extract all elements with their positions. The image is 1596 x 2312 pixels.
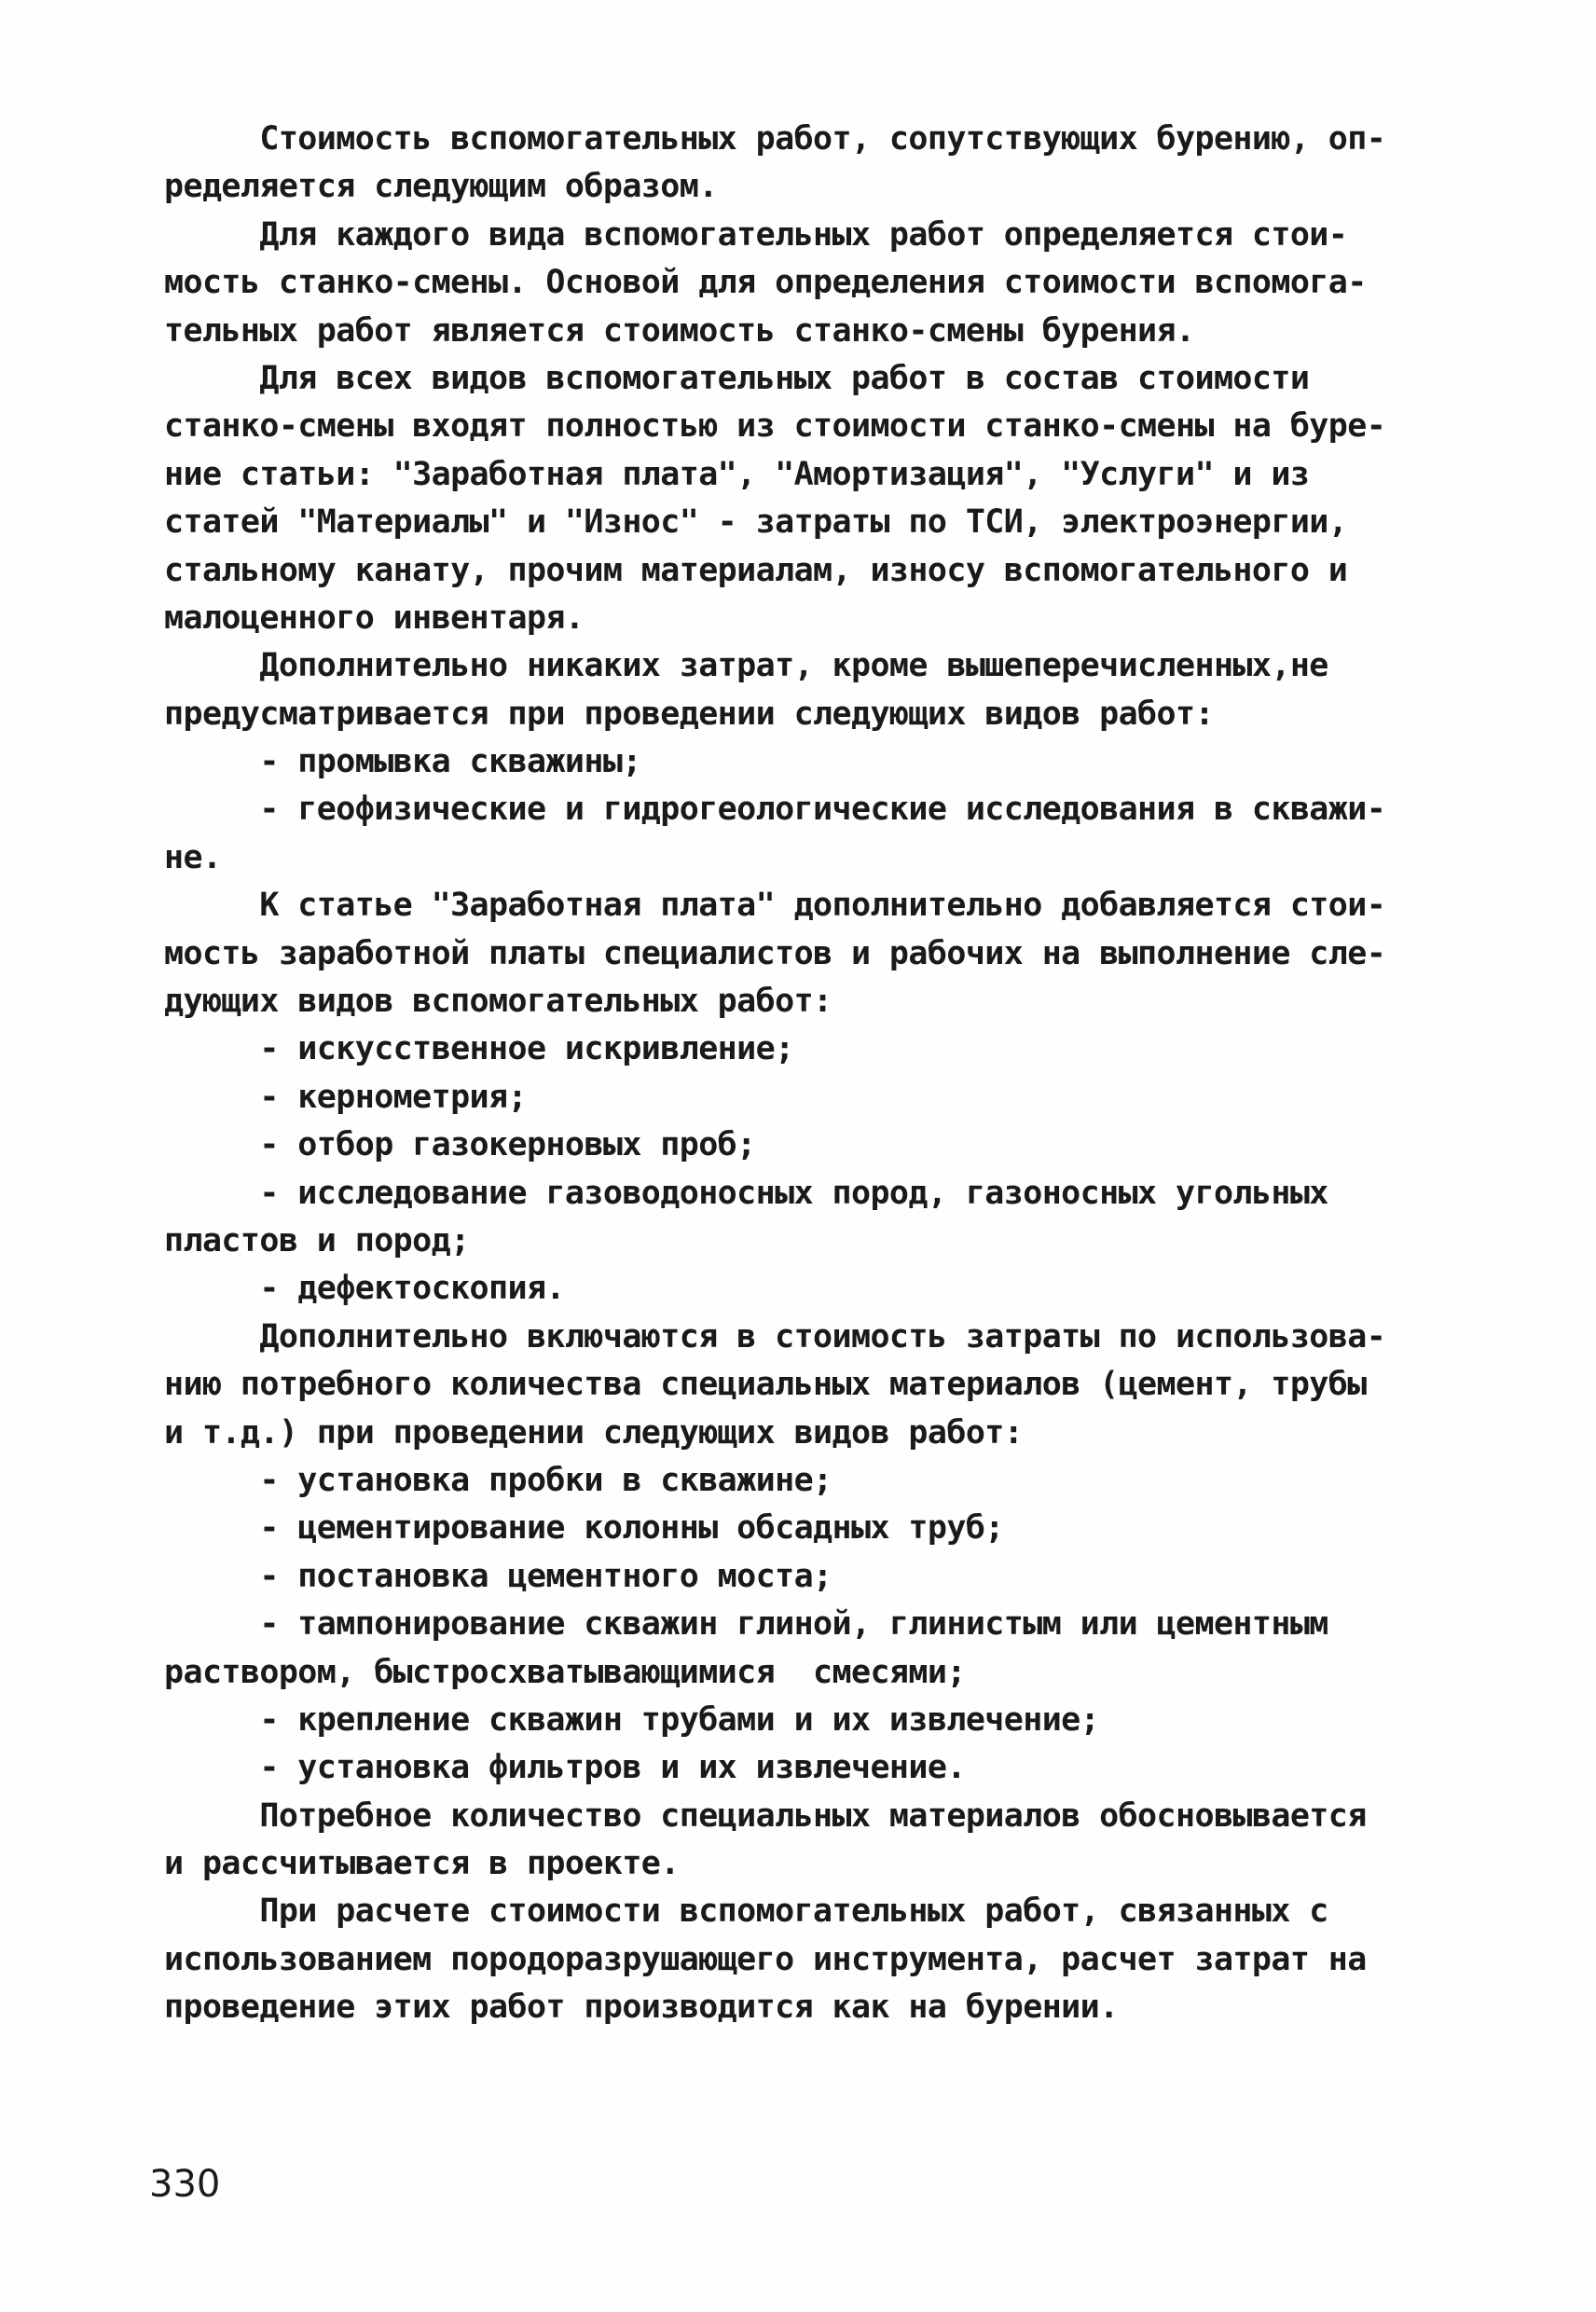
list-item: - промывка скважины; bbox=[164, 743, 641, 781]
list-item: - отбор газокерновых проб; bbox=[164, 1126, 756, 1164]
text-line: и т.д.) при проведении следующих видов работ: bbox=[164, 1413, 1024, 1452]
list-item: - исследование газоводоносных пород, газоносных угольных bbox=[164, 1174, 1328, 1212]
list-item: - искусственное искривление; bbox=[164, 1030, 794, 1068]
text-line: мость станко-смены. Основой для определения стоимости вспомога- bbox=[164, 264, 1367, 302]
list-item: - цементирование колонны обсадных труб; bbox=[164, 1509, 1004, 1548]
text-line: тельных работ является стоимость станко-смены бурения. bbox=[164, 311, 1195, 350]
body-text bbox=[164, 116, 1451, 2032]
text-line: При расчете стоимости вспомогательных работ, связанных с bbox=[164, 1892, 1328, 1931]
text-line: Дополнительно включаются в стоимость затраты по использова- bbox=[164, 1317, 1386, 1356]
text-line: статей "Материалы" и "Износ" - затраты по ТСИ, электроэнергии, bbox=[164, 503, 1348, 542]
text-line: пластов и пород; bbox=[164, 1221, 470, 1259]
list-item: - геофизические и гидрогеологические исследования в скважи- bbox=[164, 791, 1386, 829]
text-line: мость заработной платы специалистов и рабочих на выполнение сле- bbox=[164, 934, 1386, 972]
list-item: - постановка цементного моста; bbox=[164, 1557, 832, 1595]
text-line: ределяется следующим образом. bbox=[164, 168, 718, 206]
text-line: дующих видов вспомогательных работ: bbox=[164, 983, 832, 1021]
text-line: не. bbox=[164, 838, 222, 876]
text-line: Стоимость вспомогательных работ, сопутствующих бурению, оп- bbox=[164, 120, 1386, 158]
text-line: Дополнительно никаких затрат, кроме вышеперечисленных,не bbox=[164, 647, 1328, 685]
text-line: и рассчитывается в проекте. bbox=[164, 1845, 680, 1883]
text-line: станко-смены входят полностью из стоимости станко-смены на буре- bbox=[164, 407, 1386, 446]
text-line: использованием породоразрушающего инструмента, расчет затрат на bbox=[164, 1940, 1367, 1978]
text-line: проведение этих работ производится как на бурении. bbox=[164, 1989, 1119, 2027]
text-line: малоценного инвентаря. bbox=[164, 599, 585, 637]
list-item: - кернометрия; bbox=[164, 1078, 527, 1116]
text-line: К статье "Заработная плата" дополнительно добавляется стои- bbox=[164, 887, 1386, 925]
list-item: - установка пробки в скважине; bbox=[164, 1461, 832, 1499]
text-line: Потребное количество специальных материалов обосновывается bbox=[164, 1796, 1367, 1835]
list-item: - крепление скважин трубами и их извлечение; bbox=[164, 1700, 1100, 1739]
text-line: Для каждого вида вспомогательных работ определяется стои- bbox=[164, 215, 1348, 254]
text-line: раствором, быстросхватывающимися смесями; bbox=[164, 1653, 966, 1691]
page-number: 330 bbox=[149, 2163, 221, 2206]
text-line: ние статьи: "Заработная плата", "Амортизация", "Услуги" и из bbox=[164, 455, 1310, 493]
text-line: нию потребного количества специальных материалов (цемент, трубы bbox=[164, 1366, 1367, 1404]
list-item: - установка фильтров и их извлечение. bbox=[164, 1749, 966, 1787]
text-line: стальному канату, прочим материалам, износу вспомогательного и bbox=[164, 551, 1348, 589]
text-line: предусматривается при проведении следующих видов работ: bbox=[164, 695, 1214, 733]
list-item: - тампонирование скважин глиной, глинистым или цементным bbox=[164, 1605, 1328, 1644]
text-line: Для всех видов вспомогательных работ в состав стоимости bbox=[164, 359, 1310, 397]
list-item: - дефектоскопия. bbox=[164, 1270, 565, 1308]
